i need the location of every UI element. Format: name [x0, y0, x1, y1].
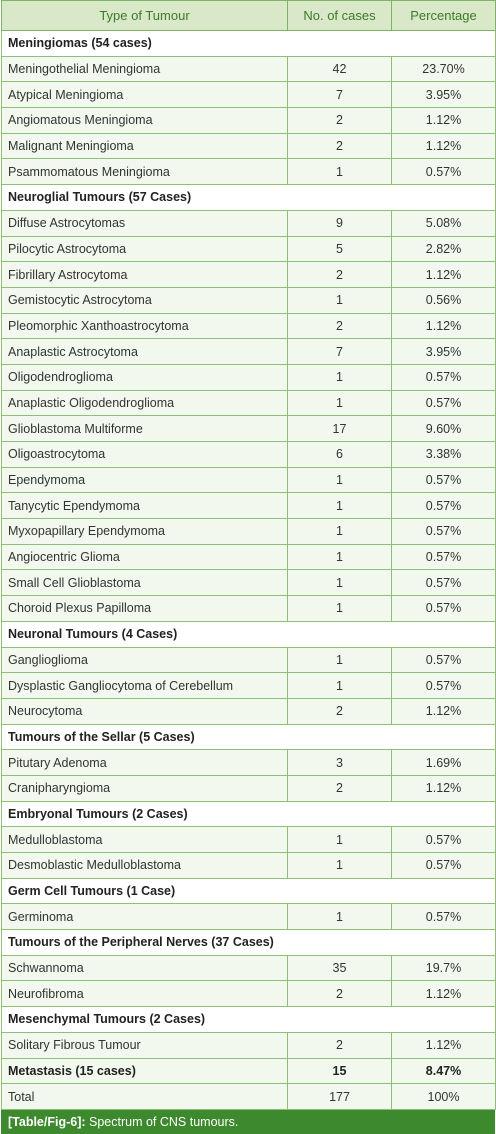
percentage-cell: 0.57%	[392, 467, 496, 493]
table-row	[2, 236, 496, 262]
cases-cell: 35	[288, 955, 392, 981]
percentage-cell: 0.57%	[392, 390, 496, 416]
section-spacer	[392, 31, 496, 57]
tumour-type-cell: Cranipharyngioma	[2, 775, 288, 801]
table-row	[2, 853, 496, 879]
percentage-cell: 0.57%	[392, 673, 496, 699]
percentage-cell: 1.12%	[392, 775, 496, 801]
section-row	[2, 621, 496, 647]
cases-cell: 42	[288, 56, 392, 82]
table-row	[2, 827, 496, 853]
cases-cell: 7	[288, 339, 392, 365]
header-type: Type of Tumour	[2, 1, 288, 31]
cases-cell: 2	[288, 1032, 392, 1058]
section-spacer	[392, 930, 496, 956]
tumour-type-cell: Ganglioglioma	[2, 647, 288, 673]
percentage-cell: 1.12%	[392, 262, 496, 288]
tumour-type-cell: Diffuse Astrocytomas	[2, 210, 288, 236]
cases-cell: 2	[288, 133, 392, 159]
tumour-type-cell: Pitutary Adenoma	[2, 750, 288, 776]
section-row	[2, 31, 496, 57]
section-spacer	[392, 185, 496, 211]
percentage-cell: 8.47%	[392, 1058, 496, 1084]
percentage-cell: 0.57%	[392, 647, 496, 673]
percentage-cell: 0.57%	[392, 827, 496, 853]
table-row	[2, 56, 496, 82]
section-label: Tumours of the Sellar (5 Cases)	[2, 724, 288, 750]
cases-cell: 17	[288, 416, 392, 442]
percentage-cell: 0.57%	[392, 853, 496, 879]
percentage-cell: 3.95%	[392, 339, 496, 365]
table-row	[2, 519, 496, 545]
percentage-cell: 0.57%	[392, 493, 496, 519]
section-spacer	[288, 185, 392, 211]
cases-cell: 7	[288, 82, 392, 108]
table-row	[2, 775, 496, 801]
cases-cell: 1	[288, 467, 392, 493]
section-spacer	[288, 621, 392, 647]
tumour-type-cell: Solitary Fibrous Tumour	[2, 1032, 288, 1058]
cases-cell: 2	[288, 698, 392, 724]
table-row	[2, 1032, 496, 1058]
tumour-type-cell: Small Cell Glioblastoma	[2, 570, 288, 596]
section-spacer	[288, 801, 392, 827]
section-spacer	[392, 878, 496, 904]
section-row	[2, 930, 496, 956]
table-row	[2, 467, 496, 493]
cases-cell: 2	[288, 262, 392, 288]
cases-cell: 1	[288, 596, 392, 622]
table-row	[2, 108, 496, 134]
percentage-cell: 19.7%	[392, 955, 496, 981]
cases-cell: 1	[288, 544, 392, 570]
cases-cell: 1	[288, 390, 392, 416]
percentage-cell: 0.57%	[392, 544, 496, 570]
section-label: Tumours of the Peripheral Nerves (37 Cases)	[2, 930, 288, 956]
percentage-cell: 0.57%	[392, 159, 496, 185]
tumour-type-cell: Oligoastrocytoma	[2, 442, 288, 468]
table-row	[2, 339, 496, 365]
cases-cell: 5	[288, 236, 392, 262]
tumour-type-cell: Germinoma	[2, 904, 288, 930]
section-row	[2, 1007, 496, 1033]
table-row	[2, 955, 496, 981]
cases-cell: 1	[288, 673, 392, 699]
table-row	[2, 262, 496, 288]
cases-cell: 2	[288, 313, 392, 339]
section-spacer	[392, 621, 496, 647]
cases-cell: 15	[288, 1058, 392, 1084]
table-row	[2, 416, 496, 442]
section-label: Neuronal Tumours (4 Cases)	[2, 621, 288, 647]
tumour-type-cell: Desmoblastic Medulloblastoma	[2, 853, 288, 879]
tumour-type-cell: Medulloblastoma	[2, 827, 288, 853]
tumour-type-cell: Myxopapillary Ependymoma	[2, 519, 288, 545]
section-row	[2, 185, 496, 211]
table-row	[2, 570, 496, 596]
section-label: Neuroglial Tumours (57 Cases)	[2, 185, 288, 211]
tumour-type-cell: Schwannoma	[2, 955, 288, 981]
tumour-table	[1, 0, 496, 1110]
section-spacer	[392, 1007, 496, 1033]
cases-cell: 1	[288, 827, 392, 853]
tumour-type-cell: Ependymoma	[2, 467, 288, 493]
cases-cell: 9	[288, 210, 392, 236]
tumour-type-cell: Glioblastoma Multiforme	[2, 416, 288, 442]
cases-cell: 1	[288, 287, 392, 313]
table-row	[2, 82, 496, 108]
cases-cell: 1	[288, 647, 392, 673]
section-spacer	[288, 31, 392, 57]
cases-cell: 2	[288, 108, 392, 134]
percentage-cell: 1.12%	[392, 313, 496, 339]
percentage-cell: 0.57%	[392, 519, 496, 545]
tumour-type-cell: Neurocytoma	[2, 698, 288, 724]
table-row	[2, 442, 496, 468]
percentage-cell: 1.69%	[392, 750, 496, 776]
section-label: Mesenchymal Tumours (2 Cases)	[2, 1007, 288, 1033]
percentage-cell: 1.12%	[392, 1032, 496, 1058]
header-percentage: Percentage	[392, 1, 496, 31]
table-row	[2, 390, 496, 416]
section-spacer	[288, 878, 392, 904]
percentage-cell: 9.60%	[392, 416, 496, 442]
tumour-type-cell: Choroid Plexus Papilloma	[2, 596, 288, 622]
percentage-cell: 1.12%	[392, 981, 496, 1007]
header-row	[2, 1, 496, 31]
tumour-type-cell: Angiomatous Meningioma	[2, 108, 288, 134]
table-row	[2, 750, 496, 776]
cases-cell: 1	[288, 519, 392, 545]
cases-cell: 2	[288, 775, 392, 801]
percentage-cell: 0.57%	[392, 596, 496, 622]
table-row	[2, 673, 496, 699]
cases-cell: 177	[288, 1084, 392, 1110]
tumour-type-cell: Fibrillary Astrocytoma	[2, 262, 288, 288]
table-row	[2, 159, 496, 185]
caption-text: Spectrum of CNS tumours.	[85, 1114, 239, 1129]
percentage-cell: 100%	[392, 1084, 496, 1110]
section-spacer	[288, 724, 392, 750]
section-row	[2, 878, 496, 904]
tumour-type-cell: Angiocentric Glioma	[2, 544, 288, 570]
table-row	[2, 133, 496, 159]
percentage-cell: 2.82%	[392, 236, 496, 262]
section-label: Meningiomas (54 cases)	[2, 31, 288, 57]
table-row	[2, 544, 496, 570]
section-spacer	[288, 930, 392, 956]
table-body	[2, 31, 496, 1110]
table-row	[2, 904, 496, 930]
percentage-cell: 5.08%	[392, 210, 496, 236]
table-row	[2, 698, 496, 724]
percentage-cell: 1.12%	[392, 108, 496, 134]
section-label: Embryonal Tumours (2 Cases)	[2, 801, 288, 827]
table-row	[2, 981, 496, 1007]
table-caption	[1, 1110, 495, 1134]
section-spacer	[288, 1007, 392, 1033]
cases-cell: 1	[288, 159, 392, 185]
table-figure	[1, 0, 495, 1134]
section-spacer	[392, 801, 496, 827]
tumour-type-cell: Psammomatous Meningioma	[2, 159, 288, 185]
tumour-type-cell: Anaplastic Oligodendroglioma	[2, 390, 288, 416]
cases-cell: 1	[288, 570, 392, 596]
table-row	[2, 596, 496, 622]
table-row	[2, 210, 496, 236]
percentage-cell: 1.12%	[392, 133, 496, 159]
percentage-cell: 0.56%	[392, 287, 496, 313]
percentage-cell: 1.12%	[392, 698, 496, 724]
cases-cell: 1	[288, 853, 392, 879]
table-row	[2, 1058, 496, 1084]
percentage-cell: 23.70%	[392, 56, 496, 82]
tumour-type-cell: Oligodendroglioma	[2, 364, 288, 390]
table-row	[2, 313, 496, 339]
table-row	[2, 364, 496, 390]
table-row	[2, 1084, 496, 1110]
table-row	[2, 493, 496, 519]
tumour-type-cell: Dysplastic Gangliocytoma of Cerebellum	[2, 673, 288, 699]
table-row	[2, 287, 496, 313]
caption-ref: [Table/Fig-6]:	[8, 1114, 86, 1129]
tumour-type-cell: Pilocytic Astrocytoma	[2, 236, 288, 262]
cases-cell: 1	[288, 904, 392, 930]
tumour-type-cell: Pleomorphic Xanthoastrocytoma	[2, 313, 288, 339]
section-spacer	[392, 724, 496, 750]
cases-cell: 6	[288, 442, 392, 468]
tumour-type-cell: Anaplastic Astrocytoma	[2, 339, 288, 365]
section-row	[2, 801, 496, 827]
tumour-type-cell: Malignant Meningioma	[2, 133, 288, 159]
cases-cell: 3	[288, 750, 392, 776]
percentage-cell: 3.95%	[392, 82, 496, 108]
percentage-cell: 3.38%	[392, 442, 496, 468]
section-label: Germ Cell Tumours (1 Case)	[2, 878, 288, 904]
table-row	[2, 647, 496, 673]
tumour-type-cell: Neurofibroma	[2, 981, 288, 1007]
tumour-type-cell: Meningothelial Meningioma	[2, 56, 288, 82]
tumour-type-cell: Total	[2, 1084, 288, 1110]
percentage-cell: 0.57%	[392, 904, 496, 930]
tumour-type-cell: Gemistocytic Astrocytoma	[2, 287, 288, 313]
percentage-cell: 0.57%	[392, 364, 496, 390]
section-row	[2, 724, 496, 750]
tumour-type-cell: Metastasis (15 cases)	[2, 1058, 288, 1084]
percentage-cell: 0.57%	[392, 570, 496, 596]
cases-cell: 1	[288, 493, 392, 519]
tumour-type-cell: Tanycytic Ependymoma	[2, 493, 288, 519]
cases-cell: 2	[288, 981, 392, 1007]
table-header	[2, 1, 496, 31]
header-cases: No. of cases	[288, 1, 392, 31]
tumour-type-cell: Atypical Meningioma	[2, 82, 288, 108]
cases-cell: 1	[288, 364, 392, 390]
